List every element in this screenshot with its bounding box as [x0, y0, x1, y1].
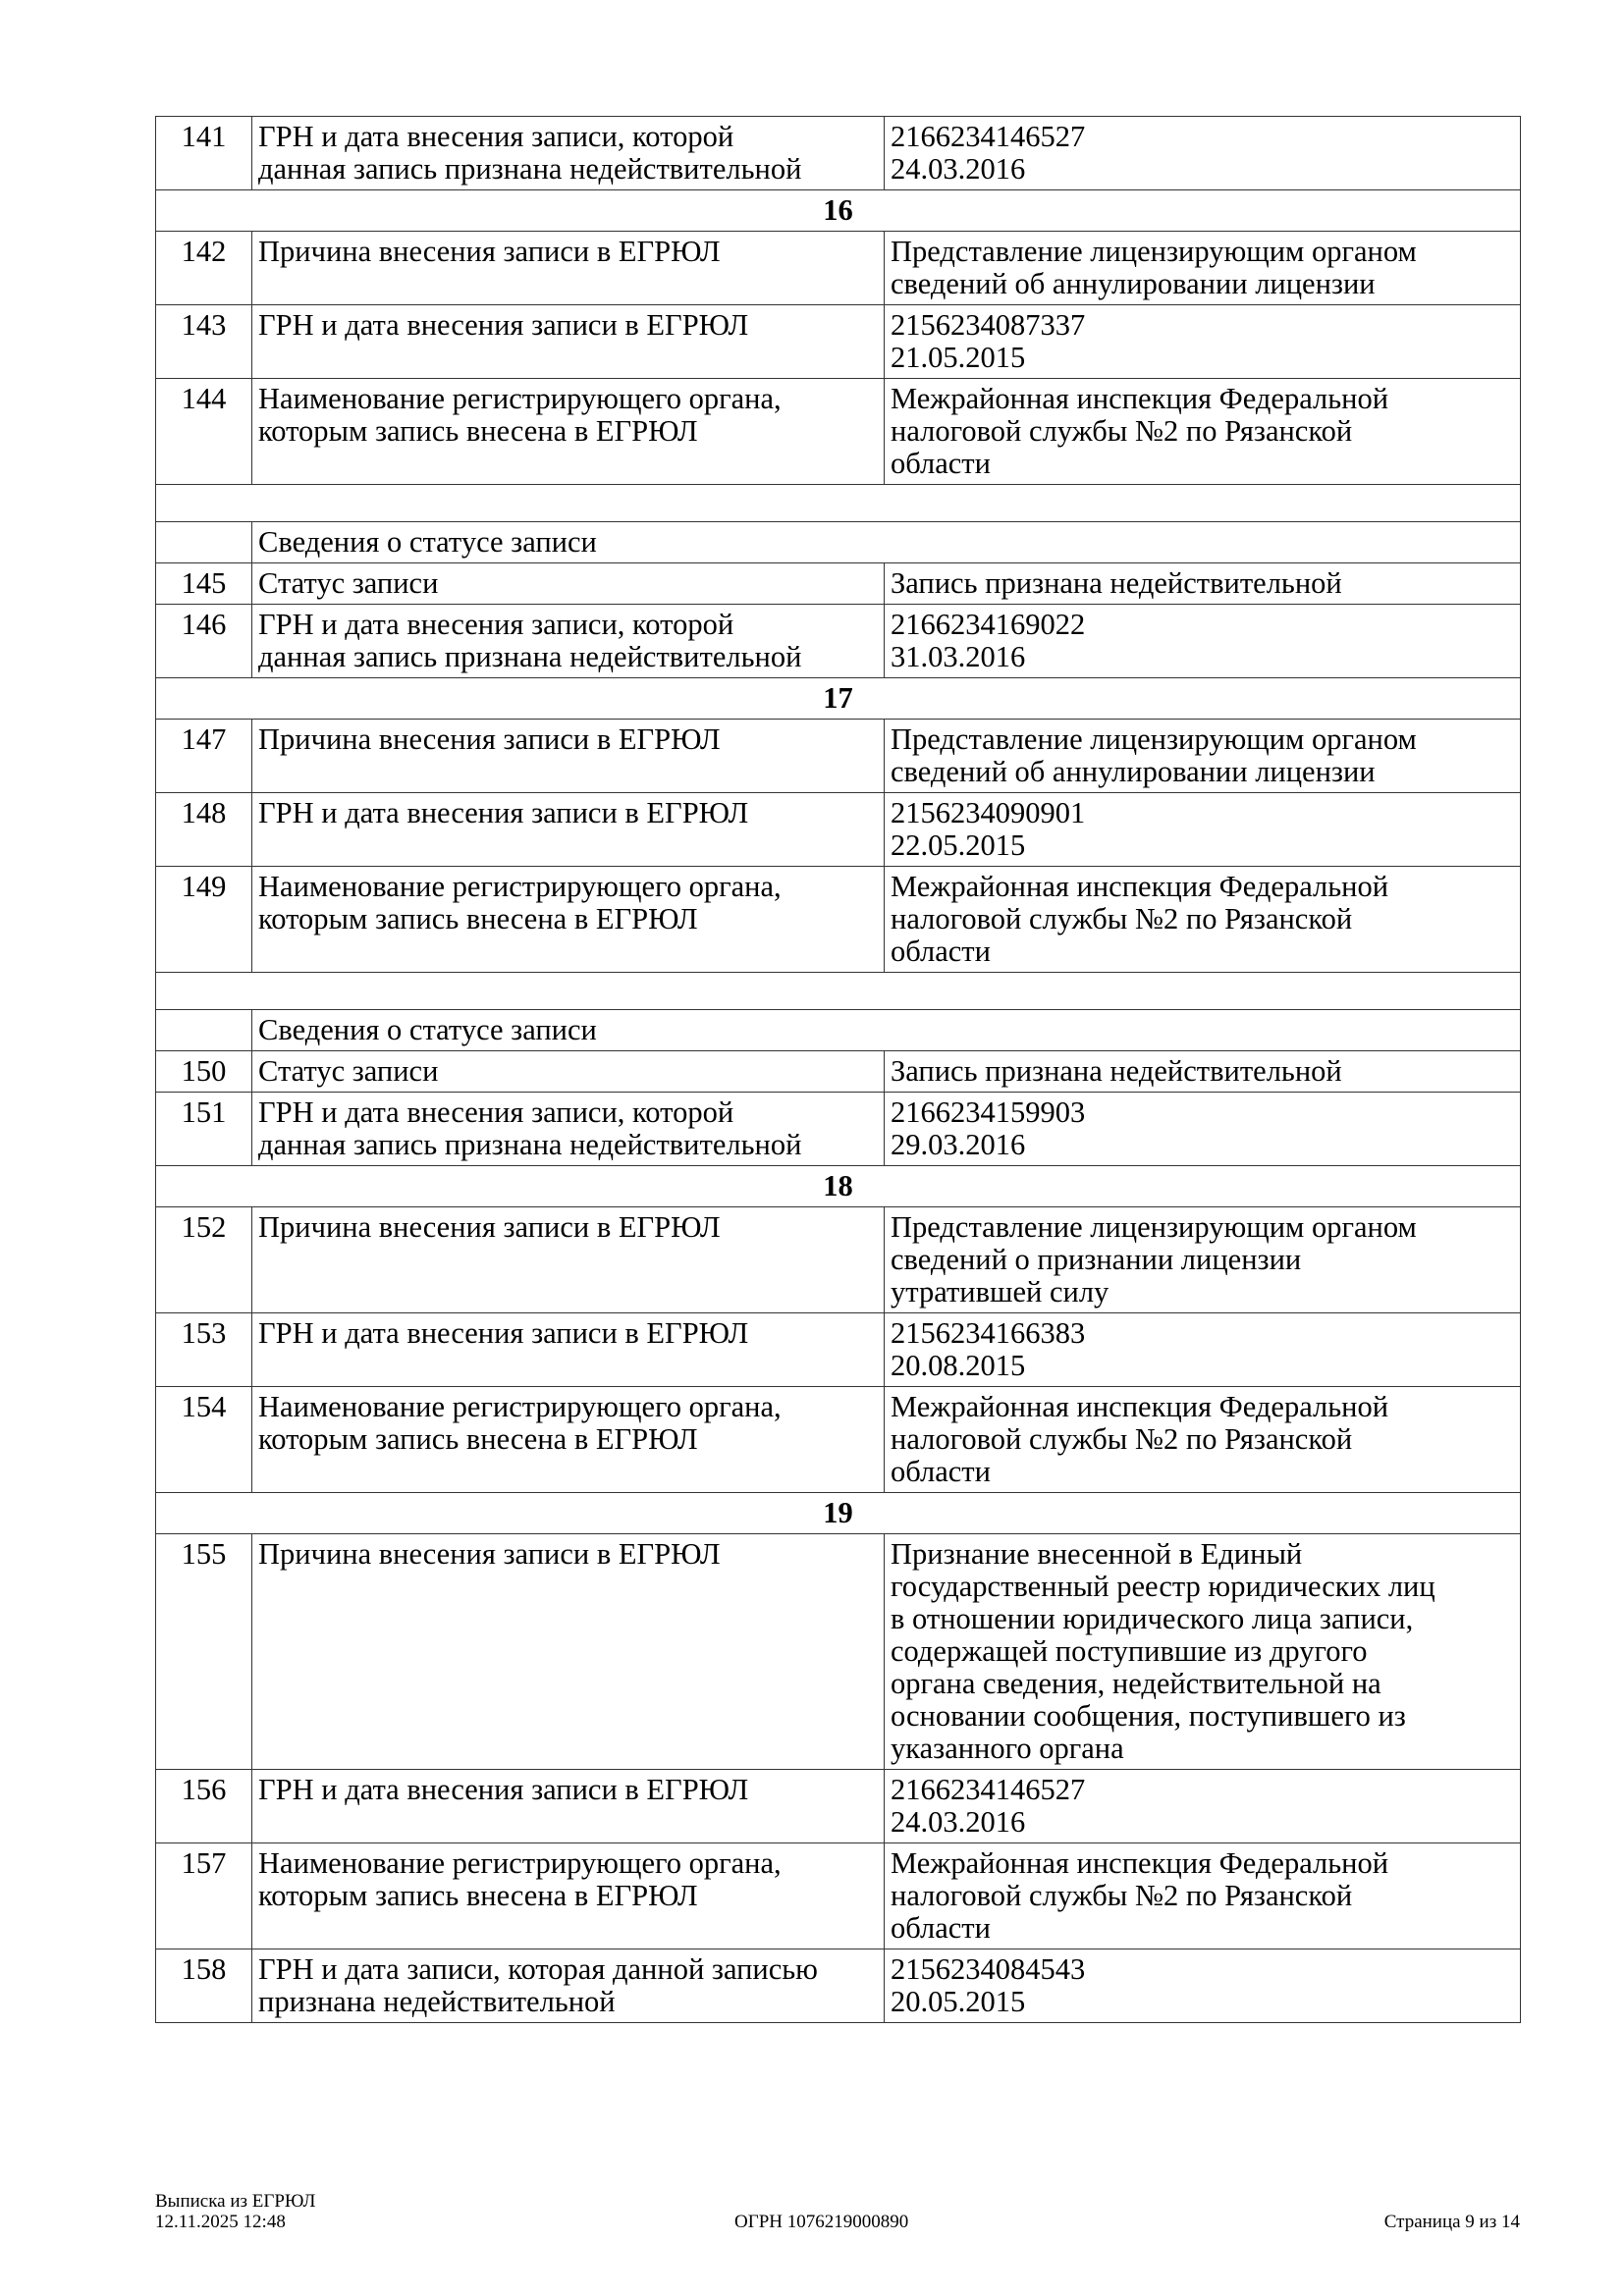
table-row: [156, 605, 1521, 678]
empty-cell: [156, 1010, 252, 1051]
table-row: [156, 1387, 1521, 1493]
table-row: [156, 867, 1521, 973]
table-row: [156, 379, 1521, 485]
field-value: Представление лицензирующим органом сведений об аннулировании лицензии: [885, 720, 1521, 793]
table-row: [156, 720, 1521, 793]
row-number: 156: [156, 1770, 252, 1843]
row-number: 158: [156, 1949, 252, 2023]
field-label: Наименование регистрирующего органа, которым запись внесена в ЕГРЮЛ: [252, 867, 885, 973]
table-row: [156, 117, 1521, 190]
field-value: 2166234169022 31.03.2016: [885, 605, 1521, 678]
field-value: Межрайонная инспекция Федеральной налоговой службы №2 по Рязанской области: [885, 1843, 1521, 1949]
field-label: ГРН и дата записи, которая данной записью признана недействительной: [252, 1949, 885, 2023]
table-row: [156, 305, 1521, 379]
field-value: 2166234146527 24.03.2016: [885, 1770, 1521, 1843]
table-row: [156, 793, 1521, 867]
section-number: 19: [156, 1493, 1521, 1534]
section-header-row: [156, 1493, 1521, 1534]
field-label: ГРН и дата внесения записи в ЕГРЮЛ: [252, 793, 885, 867]
section-header-row: [156, 678, 1521, 720]
row-number: 144: [156, 379, 252, 485]
field-label: Причина внесения записи в ЕГРЮЛ: [252, 1207, 885, 1313]
field-label: Причина внесения записи в ЕГРЮЛ: [252, 1534, 885, 1770]
subheader-row: [156, 522, 1521, 563]
row-number: 157: [156, 1843, 252, 1949]
field-label: Наименование регистрирующего органа, которым запись внесена в ЕГРЮЛ: [252, 1843, 885, 1949]
table-row: [156, 1051, 1521, 1093]
field-label: Наименование регистрирующего органа, которым запись внесена в ЕГРЮЛ: [252, 1387, 885, 1493]
row-number: 143: [156, 305, 252, 379]
section-header-row: [156, 1166, 1521, 1207]
egrul-extract-table: [155, 116, 1521, 2023]
table-row: [156, 1843, 1521, 1949]
field-label: Причина внесения записи в ЕГРЮЛ: [252, 720, 885, 793]
row-number: 146: [156, 605, 252, 678]
row-number: 149: [156, 867, 252, 973]
field-value: 2156234166383 20.08.2015: [885, 1313, 1521, 1387]
row-number: 142: [156, 232, 252, 305]
field-label: ГРН и дата внесения записи, которой данная запись признана недействительной: [252, 1093, 885, 1166]
field-value: 2166234159903 29.03.2016: [885, 1093, 1521, 1166]
field-value: Представление лицензирующим органом сведений об аннулировании лицензии: [885, 232, 1521, 305]
subheader-label: Сведения о статусе записи: [252, 1010, 1521, 1051]
row-number: 148: [156, 793, 252, 867]
subheader-label: Сведения о статусе записи: [252, 522, 1521, 563]
field-label: Статус записи: [252, 563, 885, 605]
table-row: [156, 1949, 1521, 2023]
subheader-row: [156, 1010, 1521, 1051]
field-value: Межрайонная инспекция Федеральной налоговой службы №2 по Рязанской области: [885, 379, 1521, 485]
table-row: [156, 1093, 1521, 1166]
blank-cell: [156, 485, 1521, 522]
field-value: Межрайонная инспекция Федеральной налоговой службы №2 по Рязанской области: [885, 867, 1521, 973]
table-row: [156, 1770, 1521, 1843]
field-label: Статус записи: [252, 1051, 885, 1093]
footer-page-number: Страница 9 из 14: [1383, 2212, 1520, 2232]
row-number: 152: [156, 1207, 252, 1313]
table-row: [156, 232, 1521, 305]
section-number: 18: [156, 1166, 1521, 1207]
row-number: 155: [156, 1534, 252, 1770]
field-label: ГРН и дата внесения записи в ЕГРЮЛ: [252, 305, 885, 379]
field-label: Причина внесения записи в ЕГРЮЛ: [252, 232, 885, 305]
table-row: [156, 1207, 1521, 1313]
field-label: Наименование регистрирующего органа, которым запись внесена в ЕГРЮЛ: [252, 379, 885, 485]
footer-datetime: 12.11.2025 12:48: [155, 2212, 286, 2232]
field-value: Запись признана недействительной: [885, 563, 1521, 605]
field-value: Запись признана недействительной: [885, 1051, 1521, 1093]
footer-ogrn: ОГРН 1076219000890: [734, 2212, 909, 2232]
blank-cell: [156, 973, 1521, 1010]
row-number: 151: [156, 1093, 252, 1166]
field-value: Представление лицензирующим органом сведений о признании лицензии утратившей силу: [885, 1207, 1521, 1313]
row-number: 147: [156, 720, 252, 793]
field-value: Межрайонная инспекция Федеральной налоговой службы №2 по Рязанской области: [885, 1387, 1521, 1493]
empty-cell: [156, 522, 252, 563]
blank-separator-row: [156, 973, 1521, 1010]
row-number: 150: [156, 1051, 252, 1093]
field-value: 2156234087337 21.05.2015: [885, 305, 1521, 379]
field-value: 2156234090901 22.05.2015: [885, 793, 1521, 867]
row-number: 153: [156, 1313, 252, 1387]
field-label: ГРН и дата внесения записи в ЕГРЮЛ: [252, 1770, 885, 1843]
field-label: ГРН и дата внесения записи, которой данная запись признана недействительной: [252, 605, 885, 678]
section-header-row: [156, 190, 1521, 232]
field-label: ГРН и дата внесения записи в ЕГРЮЛ: [252, 1313, 885, 1387]
blank-separator-row: [156, 485, 1521, 522]
section-number: 16: [156, 190, 1521, 232]
field-label: ГРН и дата внесения записи, которой данная запись признана недействительной: [252, 117, 885, 190]
row-number: 145: [156, 563, 252, 605]
row-number: 141: [156, 117, 252, 190]
field-value: Признание внесенной в Единый государственный реестр юридических лиц в отношении юридического лица записи, содержащей поступившие из другого органа сведения, недействительной на основании сообщения, поступившего из указанного органа: [885, 1534, 1521, 1770]
footer-document-info: [155, 2191, 315, 2232]
section-number: 17: [156, 678, 1521, 720]
table-row: [156, 563, 1521, 605]
row-number: 154: [156, 1387, 252, 1493]
field-value: 2156234084543 20.05.2015: [885, 1949, 1521, 2023]
footer-doc-title: Выписка из ЕГРЮЛ: [155, 2191, 316, 2212]
field-value: 2166234146527 24.03.2016: [885, 117, 1521, 190]
table-row: [156, 1534, 1521, 1770]
table-row: [156, 1313, 1521, 1387]
